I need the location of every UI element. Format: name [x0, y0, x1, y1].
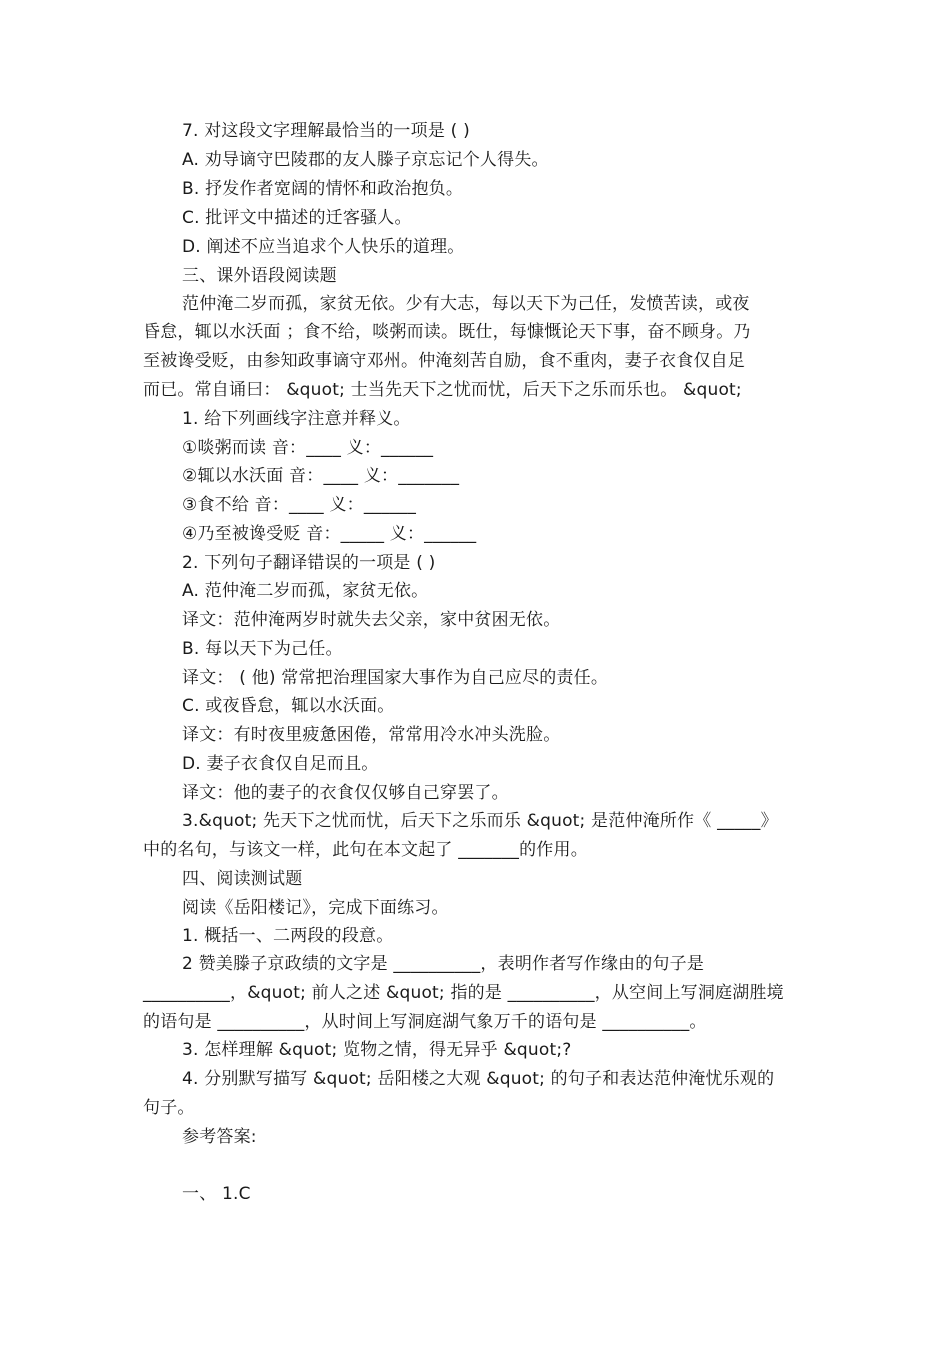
question-3: 3.&quot; 先天下之忧而忧，后天下之乐而乐 &quot; 是范仲淹所作《 _____》 [182, 811, 778, 831]
translation: 译文：范仲淹两岁时就失去父亲，家中贫困无依。 [182, 610, 561, 630]
option-a: A. 劝导谪守巴陵郡的友人滕子京忘记个人得失。 [182, 150, 549, 170]
option-b: B. 抒发作者宽阔的情怀和政治抱负。 [182, 179, 464, 199]
translation: 译文：他的妻子的衣食仅仅够自己穿罢了。 [182, 783, 509, 803]
section-heading-3: 三、课外语段阅读题 [182, 266, 337, 286]
option-a: A. 范仲淹二岁而孤，家贫无依。 [182, 581, 429, 601]
blank-item-2: ②辄以水沃面 音：____ 义：_______ [182, 466, 460, 486]
blank-item-1: ①啖粥而读 音：____ 义：______ [182, 438, 434, 458]
exercise-2-cont: 的语句是 __________，从时间上写洞庭湖气象万千的语句是 __________。 [143, 1012, 707, 1032]
answer-line: 一、 1.C [182, 1184, 251, 1204]
option-d: D. 阐述不应当追求个人快乐的道理。 [182, 237, 465, 257]
question-3-cont: 中的名句，与该文一样，此句在本文起了 _______的作用。 [143, 840, 588, 860]
option-c: C. 或夜昏怠，辄以水沃面。 [182, 696, 395, 716]
option-c: C. 批评文中描述的迁客骚人。 [182, 208, 412, 228]
exercise-1: 1. 概括一、二两段的段意。 [182, 926, 394, 946]
option-b: B. 每以天下为己任。 [182, 639, 343, 659]
question-2: 2. 下列句子翻译错误的一项是 ( ) [182, 553, 436, 573]
passage-line: 昏怠，辄以水沃面 ；食不给，啖粥而读。既仕，每慷慨论天下事，奋不顾身。乃 [143, 322, 751, 342]
passage-line: 而已。常自诵曰： &quot; 士当先天下之忧而忧，后天下之乐而乐也。 &quot; [143, 380, 742, 400]
blank-item-4: ④乃至被谗受贬 音：_____ 义：______ [182, 524, 477, 544]
answer-heading: 参考答案: [182, 1127, 257, 1147]
passage-line: 范仲淹二岁而孤，家贫无依。少有大志，每以天下为己任，发愤苦读，或夜 [182, 294, 750, 314]
exercise-2: 2 赞美滕子京政绩的文字是 __________，表明作者写作缘由的句子是 [182, 954, 705, 974]
blank-item-3: ③食不给 音：____ 义：______ [182, 495, 417, 515]
question-1: 1. 给下列画线字注意并释义。 [182, 409, 411, 429]
section-heading-4: 四、阅读测试题 [182, 869, 303, 889]
option-d: D. 妻子衣食仅自足而且。 [182, 754, 379, 774]
translation: 译文：有时夜里疲惫困倦，常常用冷水冲头洗脸。 [182, 725, 561, 745]
exercise-4: 4. 分别默写描写 &quot; 岳阳楼之大观 &quot; 的句子和表达范仲淹忧乐观的 [182, 1069, 775, 1089]
question-7: 7. 对这段文字理解最恰当的一项是 ( ) [182, 121, 470, 141]
passage-line: 至被谗受贬，由参知政事谪守邓州。仲淹刻苦自励，食不重肉，妻子衣食仅自足 [143, 351, 745, 371]
instruction: 阅读《岳阳楼记》，完成下面练习。 [182, 898, 449, 918]
exercise-2-cont: __________，&quot; 前人之述 &quot; 指的是 __________，从空间上写洞庭湖胜境 [143, 983, 784, 1003]
exercise-3: 3. 怎样理解 &quot; 览物之情，得无异乎 &quot;? [182, 1040, 572, 1060]
exercise-4-cont: 句子。 [143, 1098, 195, 1118]
translation: 译文： ( 他) 常常把治理国家大事作为自己应尽的责任。 [182, 668, 609, 688]
